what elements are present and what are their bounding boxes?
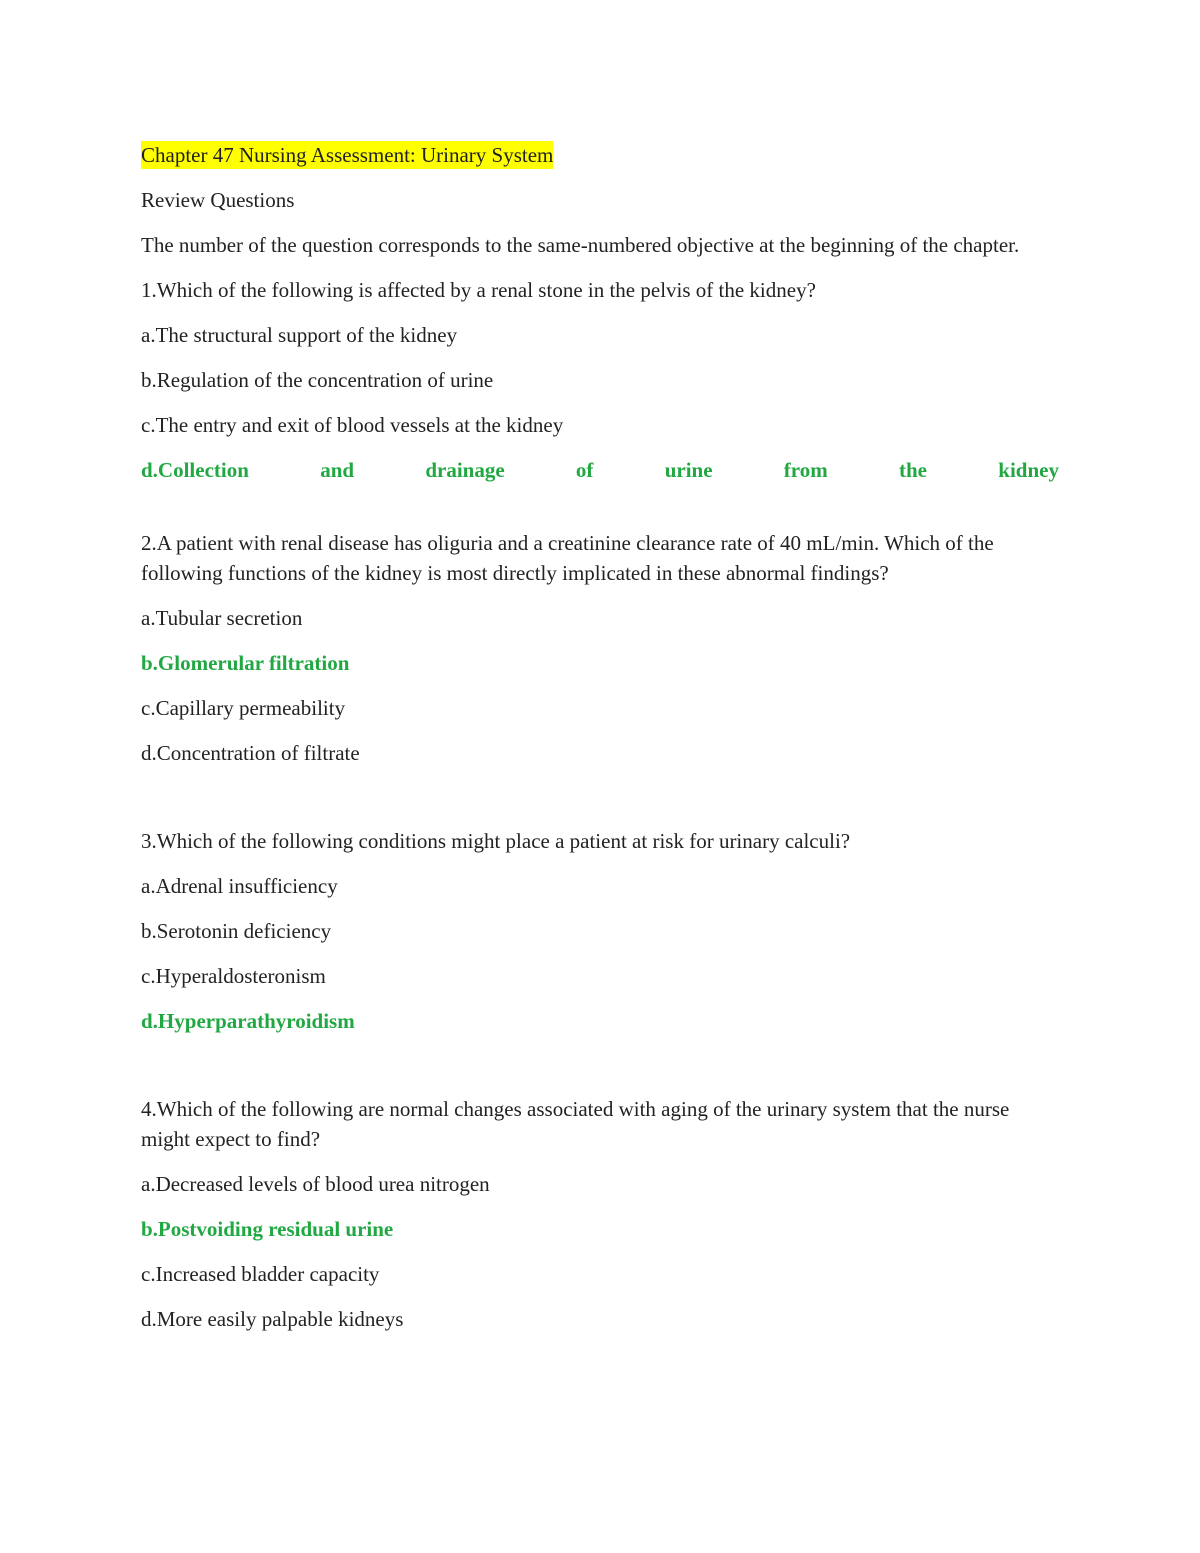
question-1-answer-d xyxy=(141,455,1059,485)
question-4-option-d: d.More easily palpable kidneys xyxy=(141,1307,404,1331)
question-3-stem: 3.Which of the following conditions might place a patient at risk for urinary calculi? xyxy=(141,829,851,853)
question-4-option-c: c.Increased bladder capacity xyxy=(141,1262,380,1286)
answer-word: of xyxy=(575,458,594,482)
question-3-option-b: b.Serotonin deficiency xyxy=(141,919,332,943)
question-3-option-a: a.Adrenal insufficiency xyxy=(141,874,338,898)
review-questions-heading: Review Questions xyxy=(141,188,295,212)
answer-word: from xyxy=(783,458,828,482)
question-4-stem: 4.Which of the following are normal changes associated with aging of the urinary system that the nurse might expect to find? xyxy=(141,1097,1010,1151)
answer-word: kidney xyxy=(998,458,1059,482)
document-page xyxy=(141,140,1059,1349)
question-2-option-b-answer: b.Glomerular filtration xyxy=(141,651,350,675)
question-3-option-d-answer: d.Hyperparathyroidism xyxy=(141,1009,355,1033)
question-1-option-c: c.The entry and exit of blood vessels at the kidney xyxy=(141,413,564,437)
question-3-option-c: c.Hyperaldosteronism xyxy=(141,964,326,988)
title-line xyxy=(141,140,1059,170)
question-4-option-a: a.Decreased levels of blood urea nitrogen xyxy=(141,1172,490,1196)
answer-word: d.Collection xyxy=(141,458,249,482)
question-2-option-d: d.Concentration of filtrate xyxy=(141,741,360,765)
chapter-title: Chapter 47 Nursing Assessment: Urinary System xyxy=(141,143,554,167)
answer-word: urine xyxy=(664,458,713,482)
intro-paragraph: The number of the question corresponds to the same-numbered objective at the beginning of the chapter. xyxy=(141,233,1020,257)
answer-word: drainage xyxy=(425,458,505,482)
answer-word: the xyxy=(899,458,927,482)
question-2-stem: 2.A patient with renal disease has oliguria and a creatinine clearance rate of 40 mL/min. Which of the following functions of the kidney is most directly implicated in these abnormal findings? xyxy=(141,531,994,585)
answer-word: and xyxy=(320,458,355,482)
question-1-option-b: b.Regulation of the concentration of urine xyxy=(141,368,494,392)
question-1-stem: 1.Which of the following is affected by a renal stone in the pelvis of the kidney? xyxy=(141,278,816,302)
question-2-option-a: a.Tubular secretion xyxy=(141,606,303,630)
question-2-option-c: c.Capillary permeability xyxy=(141,696,346,720)
question-1-option-a: a.The structural support of the kidney xyxy=(141,323,458,347)
question-4-option-b-answer: b.Postvoiding residual urine xyxy=(141,1217,394,1241)
